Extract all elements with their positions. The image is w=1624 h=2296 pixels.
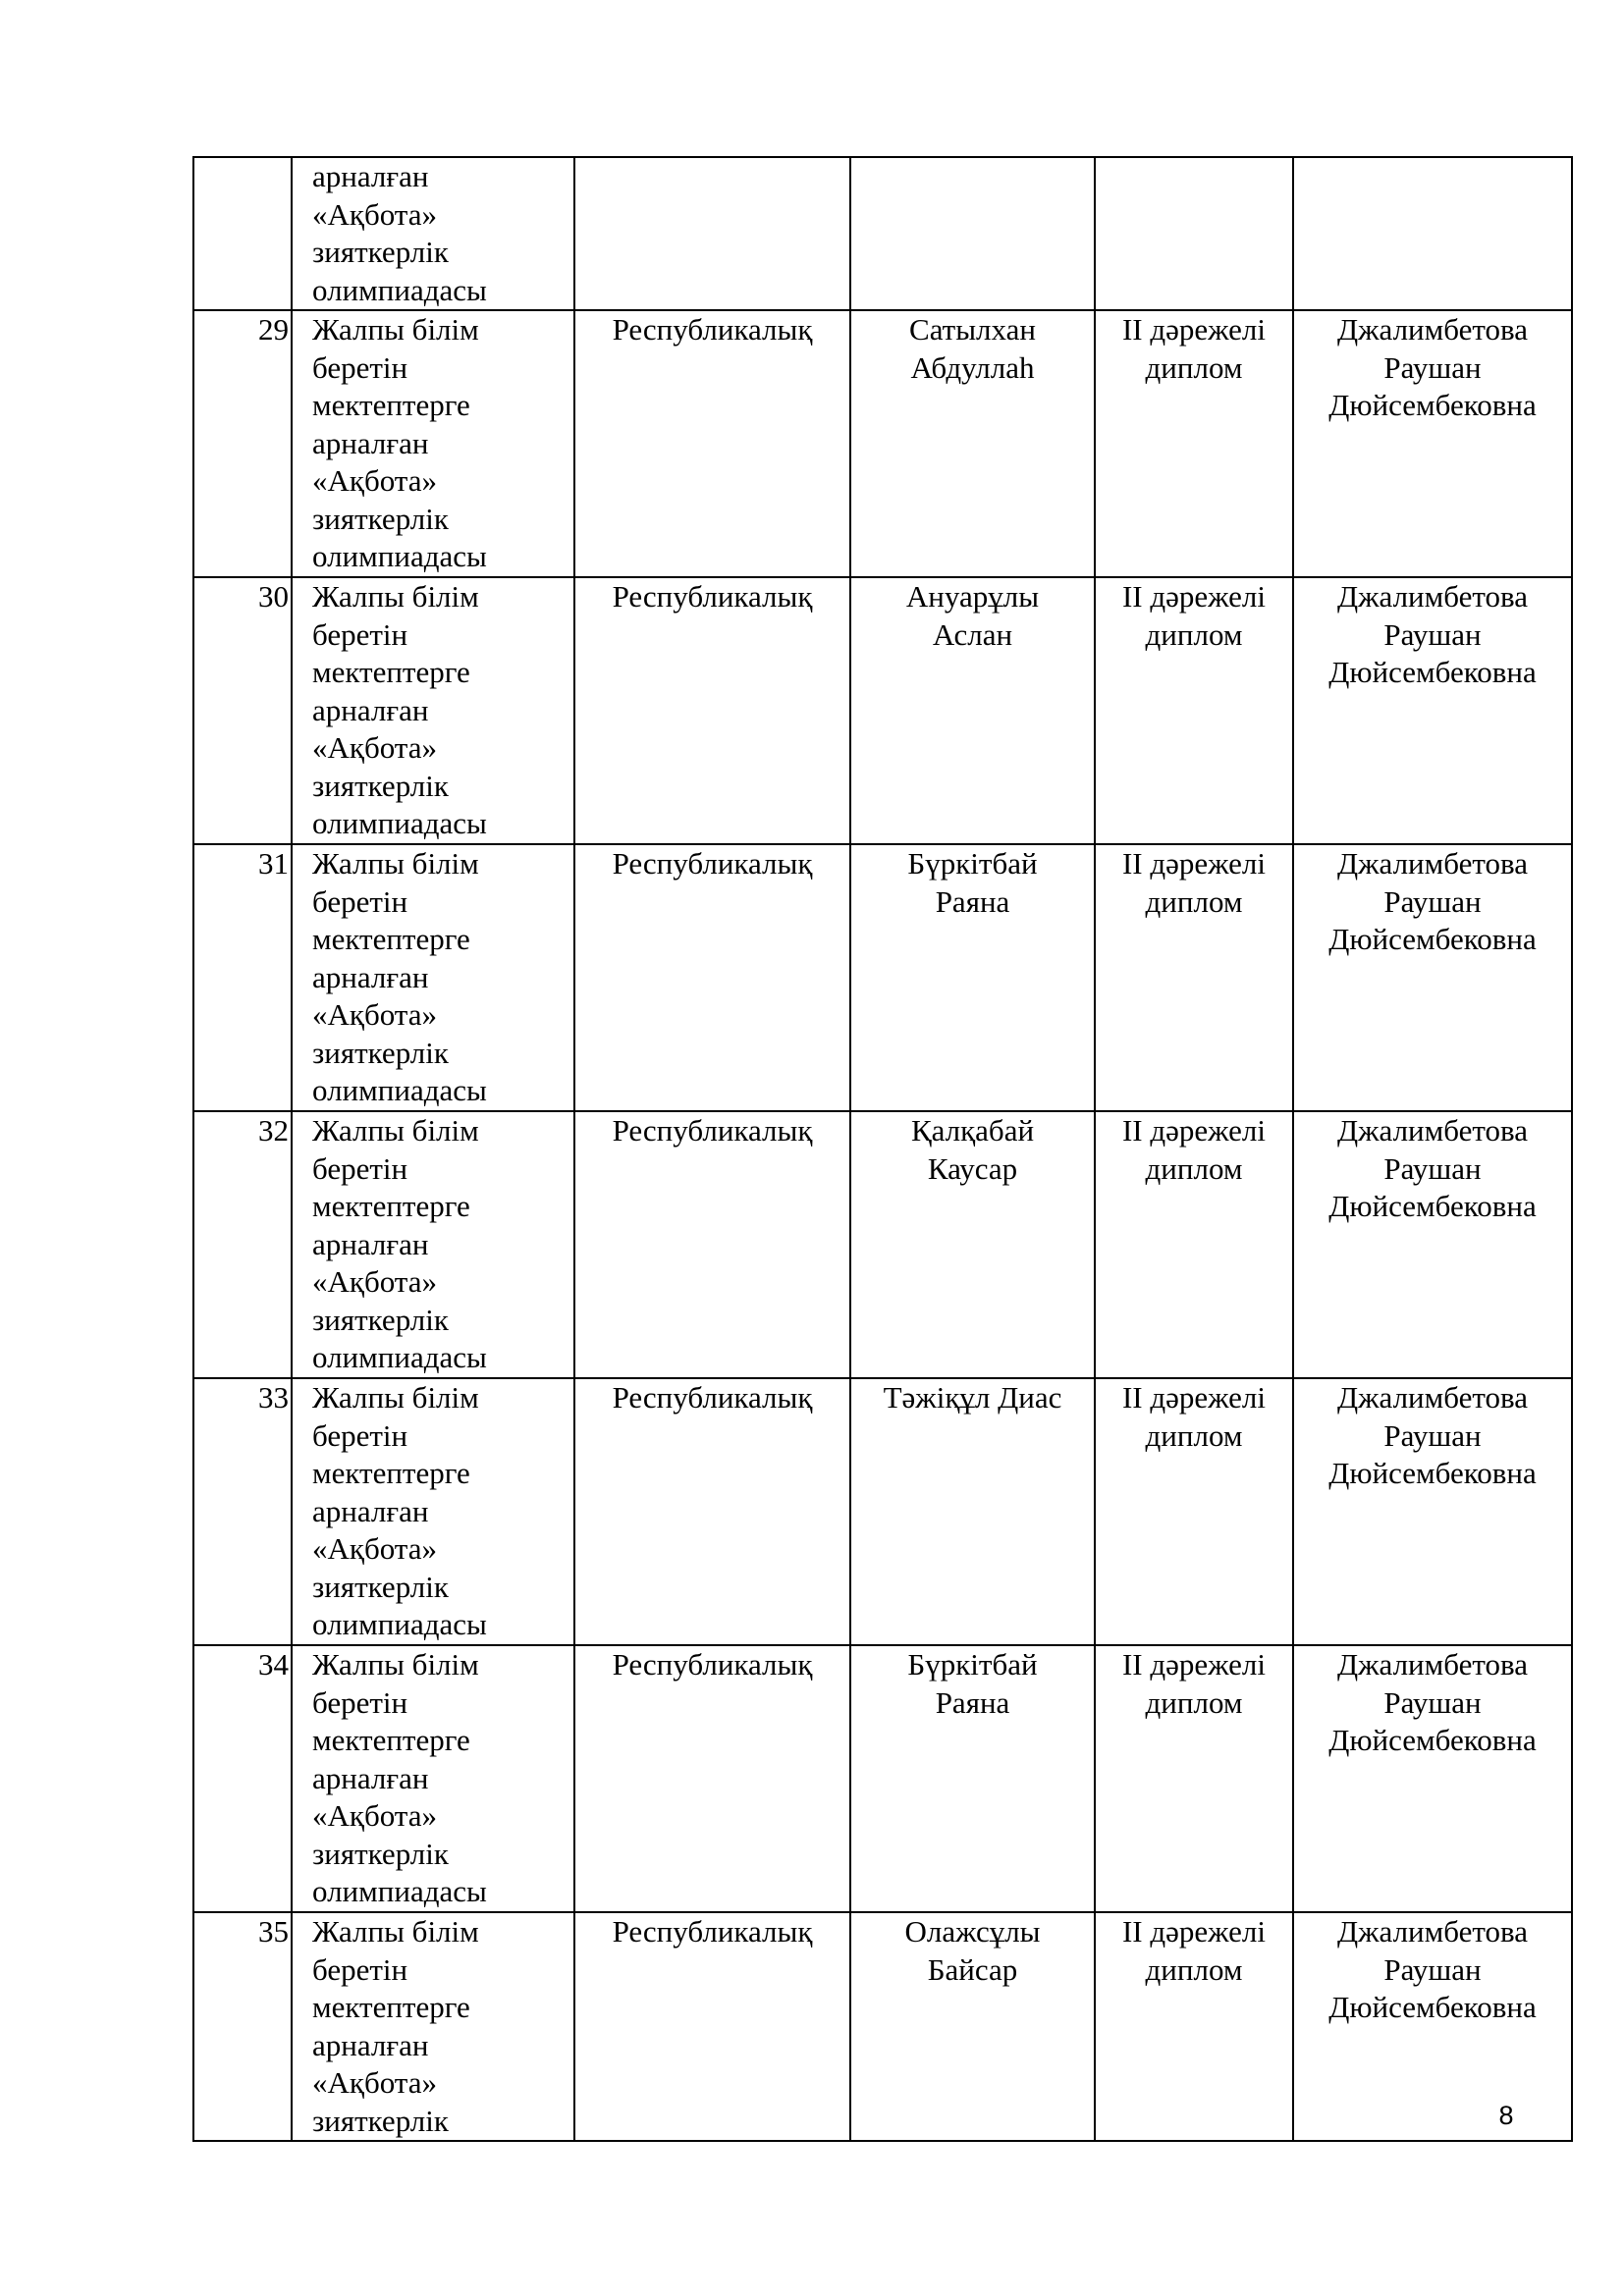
olympiad-name-cell: Жалпы білім беретін мектептерге арналған «Ақбота» зияткерлік олимпиадасы	[292, 1111, 574, 1378]
student-name-cell: Сатылхан Абдуллаһ	[850, 310, 1095, 577]
page-number: 8	[1498, 2101, 1514, 2130]
award-cell: II дәрежелі диплом	[1095, 844, 1293, 1111]
row-number-cell: 29	[193, 310, 292, 577]
olympiad-name-cell: Жалпы білім беретін мектептерге арналған «Ақбота» зияткерлік олимпиадасы	[292, 577, 574, 844]
level-cell: Республикалық	[574, 577, 850, 844]
level-cell	[574, 157, 850, 310]
teacher-name-cell: Джалимбетова Раушан Дюйсембековна	[1293, 1645, 1572, 1912]
row-number-cell: 34	[193, 1645, 292, 1912]
olympiad-name-cell: арналған «Ақбота» зияткерлік олимпиадасы	[292, 157, 574, 310]
row-number-cell: 33	[193, 1378, 292, 1645]
table-row	[193, 1378, 1572, 1645]
olympiad-name-cell: Жалпы білім беретін мектептерге арналған «Ақбота» зияткерлік олимпиадасы	[292, 310, 574, 577]
olympiad-name-cell: Жалпы білім беретін мектептерге арналған «Ақбота» зияткерлік олимпиадасы	[292, 1378, 574, 1645]
table-row	[193, 1645, 1572, 1912]
row-number-cell: 30	[193, 577, 292, 844]
student-name-cell: Бүркітбай Раяна	[850, 844, 1095, 1111]
award-cell: II дәрежелі диплом	[1095, 1912, 1293, 2141]
table-row	[193, 1111, 1572, 1378]
level-cell: Республикалық	[574, 1111, 850, 1378]
award-cell: II дәрежелі диплом	[1095, 1111, 1293, 1378]
table-row	[193, 577, 1572, 844]
olympiad-name-cell: Жалпы білім беретін мектептерге арналған «Ақбота» зияткерлік	[292, 1912, 574, 2141]
teacher-name-cell: Джалимбетова Раушан Дюйсембековна	[1293, 310, 1572, 577]
level-cell: Республикалық	[574, 1378, 850, 1645]
row-number-cell: 31	[193, 844, 292, 1111]
award-cell	[1095, 157, 1293, 310]
awards-table	[192, 156, 1573, 2142]
table-row	[193, 310, 1572, 577]
olympiad-name-cell: Жалпы білім беретін мектептерге арналған «Ақбота» зияткерлік олимпиадасы	[292, 844, 574, 1111]
olympiad-name-cell: Жалпы білім беретін мектептерге арналған «Ақбота» зияткерлік олимпиадасы	[292, 1645, 574, 1912]
teacher-name-cell: Джалимбетова Раушан Дюйсембековна	[1293, 1111, 1572, 1378]
level-cell: Республикалық	[574, 310, 850, 577]
student-name-cell	[850, 157, 1095, 310]
table-row	[193, 157, 1572, 310]
award-cell: II дәрежелі диплом	[1095, 1378, 1293, 1645]
student-name-cell: Тәжіқұл Диас	[850, 1378, 1095, 1645]
level-cell: Республикалық	[574, 844, 850, 1111]
award-cell: II дәрежелі диплом	[1095, 1645, 1293, 1912]
student-name-cell: Ануарұлы Аслан	[850, 577, 1095, 844]
row-number-cell: 32	[193, 1111, 292, 1378]
row-number-cell	[193, 157, 292, 310]
table-row	[193, 1912, 1572, 2141]
teacher-name-cell	[1293, 157, 1572, 310]
teacher-name-cell: Джалимбетова Раушан Дюйсембековна	[1293, 1378, 1572, 1645]
level-cell: Республикалық	[574, 1912, 850, 2141]
student-name-cell: Бүркітбай Раяна	[850, 1645, 1095, 1912]
award-cell: II дәрежелі диплом	[1095, 310, 1293, 577]
student-name-cell: Олажсұлы Байсар	[850, 1912, 1095, 2141]
row-number-cell: 35	[193, 1912, 292, 2141]
table-row	[193, 844, 1572, 1111]
teacher-name-cell: Джалимбетова Раушан Дюйсембековна	[1293, 1912, 1572, 2141]
student-name-cell: Қалқабай Каусар	[850, 1111, 1095, 1378]
award-cell: II дәрежелі диплом	[1095, 577, 1293, 844]
level-cell: Республикалық	[574, 1645, 850, 1912]
teacher-name-cell: Джалимбетова Раушан Дюйсембековна	[1293, 577, 1572, 844]
teacher-name-cell: Джалимбетова Раушан Дюйсембековна	[1293, 844, 1572, 1111]
